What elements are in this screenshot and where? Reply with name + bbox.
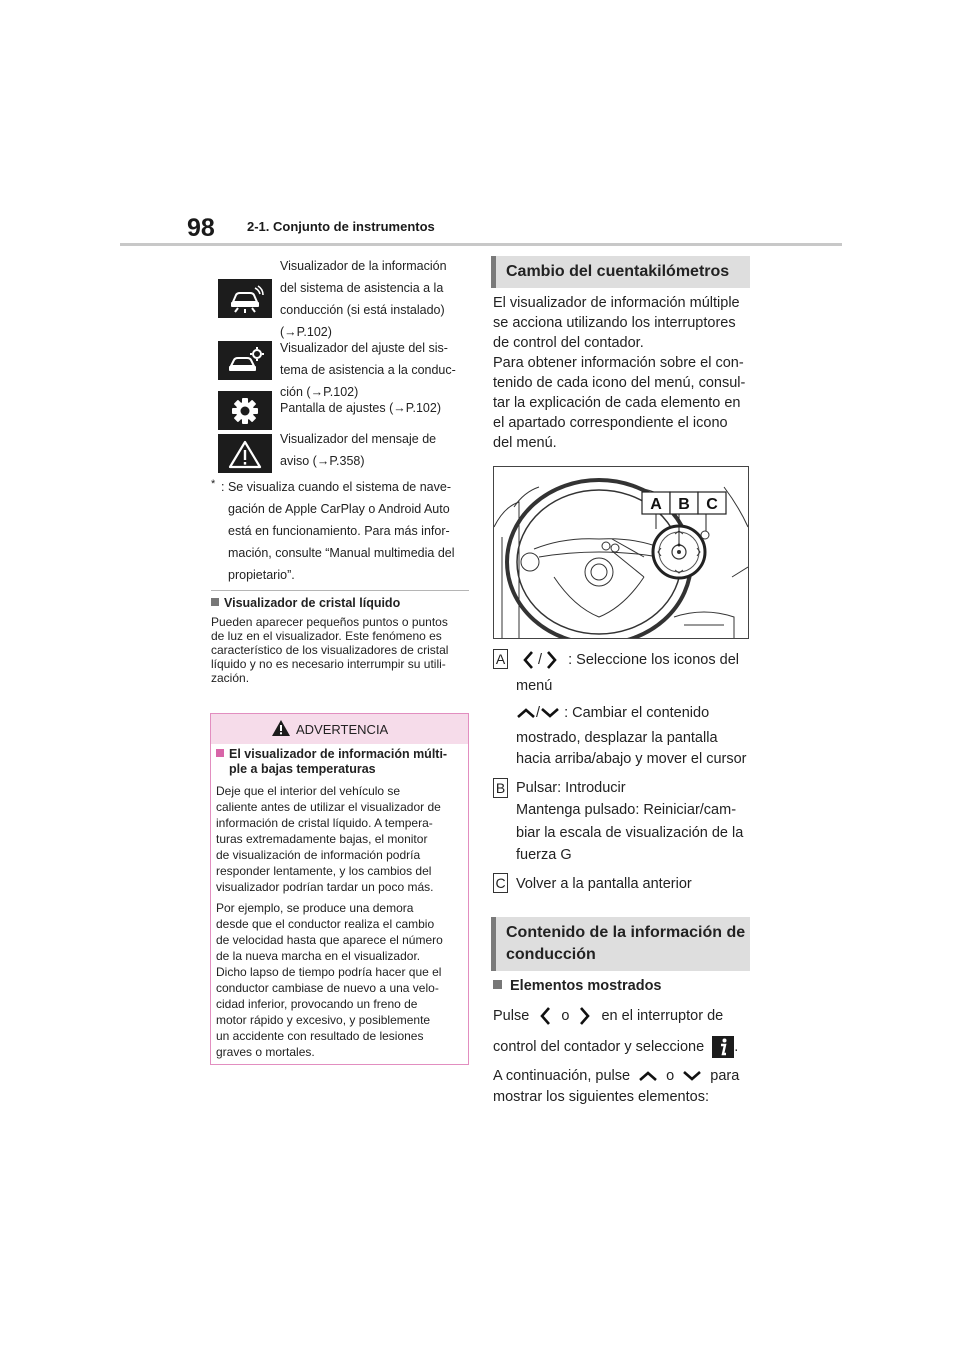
icon-desc-line: conducción (si está instalado) [280,303,445,317]
footnote-line: propietario”. [228,568,295,582]
figure-label-b: B [678,496,690,513]
instruction-line: Pulse o en el interruptor de [493,1006,723,1026]
instruction-line: A continuación, pulse o para [493,1068,740,1084]
item-b-line: Pulsar: Introducir [516,780,626,796]
item-tag-b: B [493,778,508,798]
odometer-heading: Cambio del cuentakilómetros [506,263,730,280]
item-c-line: Volver a la pantalla anterior [516,876,692,892]
icon-desc-line: Pantalla de ajustes (→P.102) [280,401,441,415]
instruction-line: mostrar los siguientes elementos: [493,1089,709,1105]
chevron-left-icon [522,650,534,670]
square-bullet-icon [216,749,224,757]
footnote-line: mación, consulte “Manual multimedia del [228,546,455,560]
lcd-heading: Visualizador de cristal líquido [211,596,400,610]
icon-desc-line: Visualizador de la información [280,259,447,273]
warning-paragraph: Por ejemplo, se produce una demora desde que el conductor realiza el cambio de velocidad hasta que aparece el número de la nueva marcha en el visualizador. Dicho lapso de tiempo podría hacer que el conductor cambiase de nuevo a una velo- cidad inferior, provocando un freno de motor rápido y excesivo, y posiblemente un accidente con resultado de lesiones graves o mortales. [216,901,443,1059]
icon-desc-line: (→P.102) [280,325,332,339]
item-b-line: Mantenga pulsado: Reiniciar/cam- [516,802,737,818]
chevron-left-icon [539,1006,551,1026]
warning-triangle-icon [218,434,272,473]
info-icon [712,1036,734,1058]
footnote-line: gación de Apple CarPlay o Android Auto [228,502,450,516]
header-divider [120,243,842,246]
warning-paragraph: Deje que el interior del vehículo se caliente antes de utilizar el visualizador de información de cristal líquido. A tempera- turas extremadamente bajas, el monitor de visualización de información podría responder lentamente, y los cambios del visualizador podrían tardar un poco más. [216,784,441,894]
item-b-line: fuerza G [516,847,572,863]
steering-wheel-illustration [494,467,748,638]
warning-subheading: El visualizador de información múlti- ple a bajas temperaturas [216,747,464,777]
steering-wheel-figure [493,466,749,639]
driving-info-heading-line: Contenido de la información de [506,924,746,941]
instruction-line: control del contador y seleccione . [493,1036,738,1058]
driving-info-heading-bar [491,917,750,971]
footnote [211,476,469,586]
item-tag-a: A [493,649,508,669]
chevron-down-icon [540,707,560,719]
item-a-line: hacia arriba/abajo y mover el cursor [516,751,747,767]
warning-box [210,713,469,1065]
item-a-line: mostrado, desplazar la pantalla [516,730,718,746]
figure-label-a: A [650,496,662,513]
section-title: 2-1. Conjunto de instrumentos [247,219,435,234]
chevron-right-icon [546,650,558,670]
icon-desc-line: ción (→P.102) [280,385,359,399]
square-bullet-icon [211,598,219,606]
footnote-line: está en funcionamiento. Para más infor- [228,524,450,538]
chevron-right-icon [579,1006,591,1026]
driving-info-heading-line: conducción [506,946,596,963]
icon-desc-line: tema de asistencia a la conduc- [280,363,456,377]
odometer-paragraph: Para obtener información sobre el con- tenido de cada icono del menú, consul- tar la explicación de cada elemento en el apartado correspondiente el icono del menú. [493,355,746,451]
icon-desc-line: del sistema de asistencia a la [280,281,444,295]
gear-icon [218,391,272,430]
icon-desc-line: Visualizador del ajuste del sis- [280,341,448,355]
driving-assist-icon [218,279,272,318]
item-b-line: biar la escala de visualización de la [516,825,744,841]
chevron-up-icon [516,707,536,719]
chevron-down-icon [682,1070,702,1082]
footnote-marker: * [211,478,216,490]
warning-title: ADVERTENCIA [296,722,389,737]
square-bullet-icon [493,980,502,989]
displayed-items-heading: Elementos mostrados [493,976,662,996]
lcd-body: Pueden aparecer pequeños puntos o puntos de luz en el visualizador. Este fenómeno es característico de los visualizadores de cristal líquido y no es necesario interrumpir su utili- zación. [211,615,449,685]
odometer-heading-bar [491,256,750,288]
page-number: 98 [187,214,215,242]
warning-triangle-icon [271,719,291,737]
item-tag-c: C [493,873,508,893]
item-a-line: / : Cambiar el contenido [516,703,709,723]
warning-title-bar [211,714,468,744]
chevron-up-icon [638,1070,658,1082]
assist-settings-icon [218,341,272,380]
item-a-line: / : Seleccione los iconos del [522,650,739,670]
icon-desc-line: aviso (→P.358) [280,454,365,468]
figure-label-c: C [706,496,718,513]
item-a-line: menú [516,678,553,694]
footnote-line: : Se visualiza cuando el sistema de nave- [221,480,451,494]
icon-desc-line: Visualizador del mensaje de [280,432,437,446]
divider [211,590,469,591]
odometer-paragraph: El visualizador de información múltiple se acciona utilizando los interruptores de control del contador. [493,295,740,351]
